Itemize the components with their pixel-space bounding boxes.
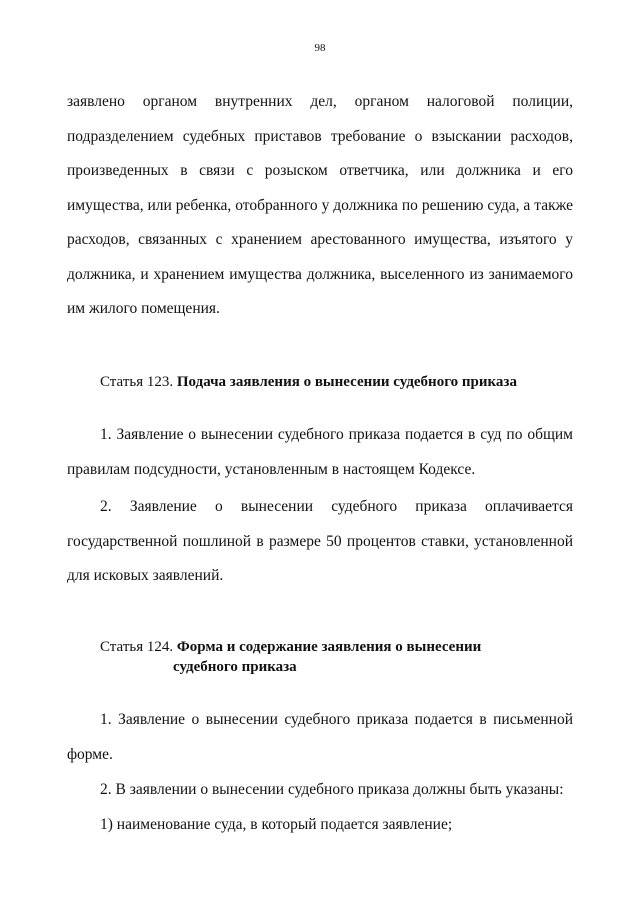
article-123-paragraph-2: 2. Заявление о вынесении судебного приказа оплачивается государственной пошлиной в размере 50 процентов ставки, установленной для исковых заявлений. [67, 498, 573, 584]
article-124-title-line-1: Форма и содержание заявления о вынесении [176, 639, 482, 655]
article-123-heading [100, 372, 517, 392]
paragraph-continuation: заявлено органом внутренних дел, органом налоговой полиции, подразделением судебных приставов требование о взыскании расходов, произведенных в связи с розыском ответчика, или должника и его имущества, или ребенка, отобранного у должника по решению суда, а также расходов, связанных с хранением арестованного имущества, изъятого у должника, и хранением имущества должника, выселенного из занимаемого им жилого помещения. [67, 93, 573, 317]
article-124-prefix: Статья 124. [100, 639, 177, 655]
article-123-prefix: Статья 123. [100, 374, 177, 390]
article-124-item-1: 1) наименование суда, в который подается заявление; [100, 816, 453, 833]
page-number: 98 [314, 42, 326, 54]
article-124-heading [100, 637, 481, 677]
article-124-paragraph-2: 2. В заявлении о вынесении судебного приказа должны быть указаны: [100, 781, 564, 798]
article-124-title-line-2: судебного приказа [173, 659, 297, 675]
article-124-paragraph-1: 1. Заявление о вынесении судебного приказа подается в письменной форме. [67, 711, 573, 763]
article-123-title: Подача заявления о вынесении судебного приказа [176, 374, 517, 390]
article-123-paragraph-1: 1. Заявление о вынесении судебного приказа подается в суд по общим правилам подсудности, установленным в настоящем Кодексе. [67, 426, 573, 478]
